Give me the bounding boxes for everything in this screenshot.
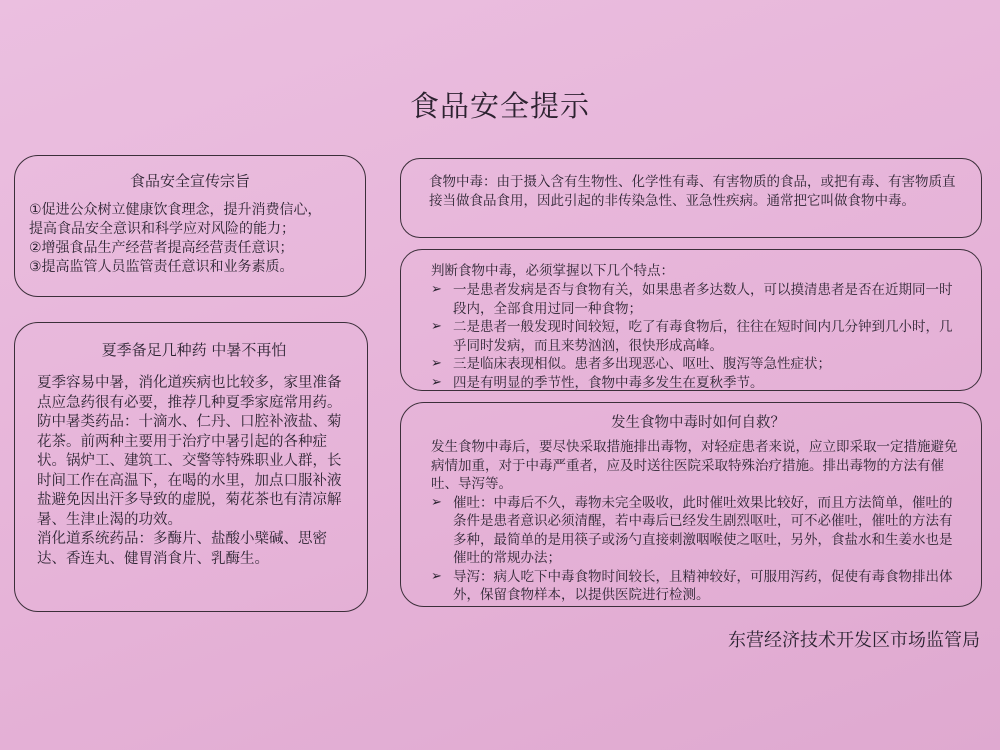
purpose-line: 提高食品安全意识和科学应对风险的能力；: [29, 221, 295, 237]
list-item: ➢ 四是有明显的季节性，食物中毒多发生在夏秋季节。: [431, 374, 965, 393]
rescue-heading: 发生食物中毒时如何自救？: [611, 415, 785, 431]
list-item: ➢ 二是患者一般发现时间较短，吃了有毒食物后，往往在短时间内几分钟到几小时，几乎同时发病，而且来势汹汹，很快形成高峰。: [431, 318, 965, 355]
summer-paragraph: 夏季容易中暑，消化道疾病也比较多，家里准备点应急药很有必要，推荐几种夏季家庭常用药。: [37, 375, 342, 411]
rescue-intro: 发生食物中毒后，要尽快采取措施排出毒物，对轻症患者来说，应立即采取一定措施避免病情加重，对于中毒严重者，应及时送往医院采取特殊治疗措施。排出毒物的方法有催吐、导泻等。: [431, 439, 958, 492]
list-item: ➢ 导泻：病人吃下中毒食物时间较长，且精神较好，可服用泻药，促使有毒食物排出体外，保留食物样本，以提供医院进行检测。: [431, 568, 965, 605]
page-title: 食品安全提示: [409, 89, 590, 123]
definition-text: 食物中毒：由于摄入含有生物性、化学性有毒、有害物质的食品，或把有毒、有害物质直接当做食品食用，因此引起的非传染急性、亚急性疾病。通常把它叫做食物中毒。: [429, 174, 956, 209]
definition-box: [400, 158, 982, 238]
purpose-body: [29, 201, 351, 277]
summer-medicine-box: [14, 322, 368, 612]
list-item: ➢ 催吐：中毒后不久，毒物未完全吸收，此时催吐效果比较好，而且方法简单，催吐的条件是患者意识必须清醒，若中毒后已经发生剧烈呕吐，可不必催吐，催吐的方法有多种，最简单的是用筷子或汤勺直接刺激咽喉使之呕吐，另外，食盐水和生姜水也是催吐的常规办法；: [431, 494, 965, 568]
summer-paragraph: 防中暑类药品：十滴水、仁丹、口腔补液盐、菊花茶。前两种主要用于治疗中暑引起的各种症状。锅炉工、建筑工、交警等特殊职业人群，长时间工作在高温下，在喝的水里，加点口服补液盐避免因出汗多导致的虚脱，菊花茶也有清凉解暑、生津止渴的功效。: [37, 414, 342, 528]
judge-list: [431, 281, 965, 392]
summer-paragraph: 消化道系统药品：多酶片、盐酸小檗碱、思密达、香连丸、健胃消食片、乳酶生。: [37, 531, 327, 567]
summer-heading: 夏季备足几种药 中暑不再怕: [101, 341, 287, 359]
purpose-line: ③提高监管人员监管责任意识和业务素质。: [29, 259, 294, 275]
purpose-heading: 食品安全宣传宗旨: [129, 172, 250, 190]
summer-body: [37, 374, 351, 569]
purpose-line: ②增强食品生产经营者提高经营责任意识；: [29, 240, 294, 256]
purpose-line: ①促进公众树立健康饮食理念，提升消费信心，: [29, 202, 322, 218]
list-item: ➢ 三是临床表现相似。患者多出现恶心、呕吐、腹泻等急性症状；: [431, 355, 965, 374]
list-item: ➢ 一是患者发病是否与食物有关，如果患者多达数人，可以摸清患者是否在近期同一时段内，全部食用过同一种食物；: [431, 281, 965, 318]
judge-box: [400, 249, 982, 391]
judge-intro: 判断食物中毒，必须掌握以下几个特点：: [431, 263, 674, 279]
rescue-list: [431, 494, 965, 605]
issuer-footer: 东营经济技术开发区市场监管局: [728, 630, 980, 651]
purpose-box: [14, 155, 366, 297]
rescue-box: [400, 402, 982, 607]
